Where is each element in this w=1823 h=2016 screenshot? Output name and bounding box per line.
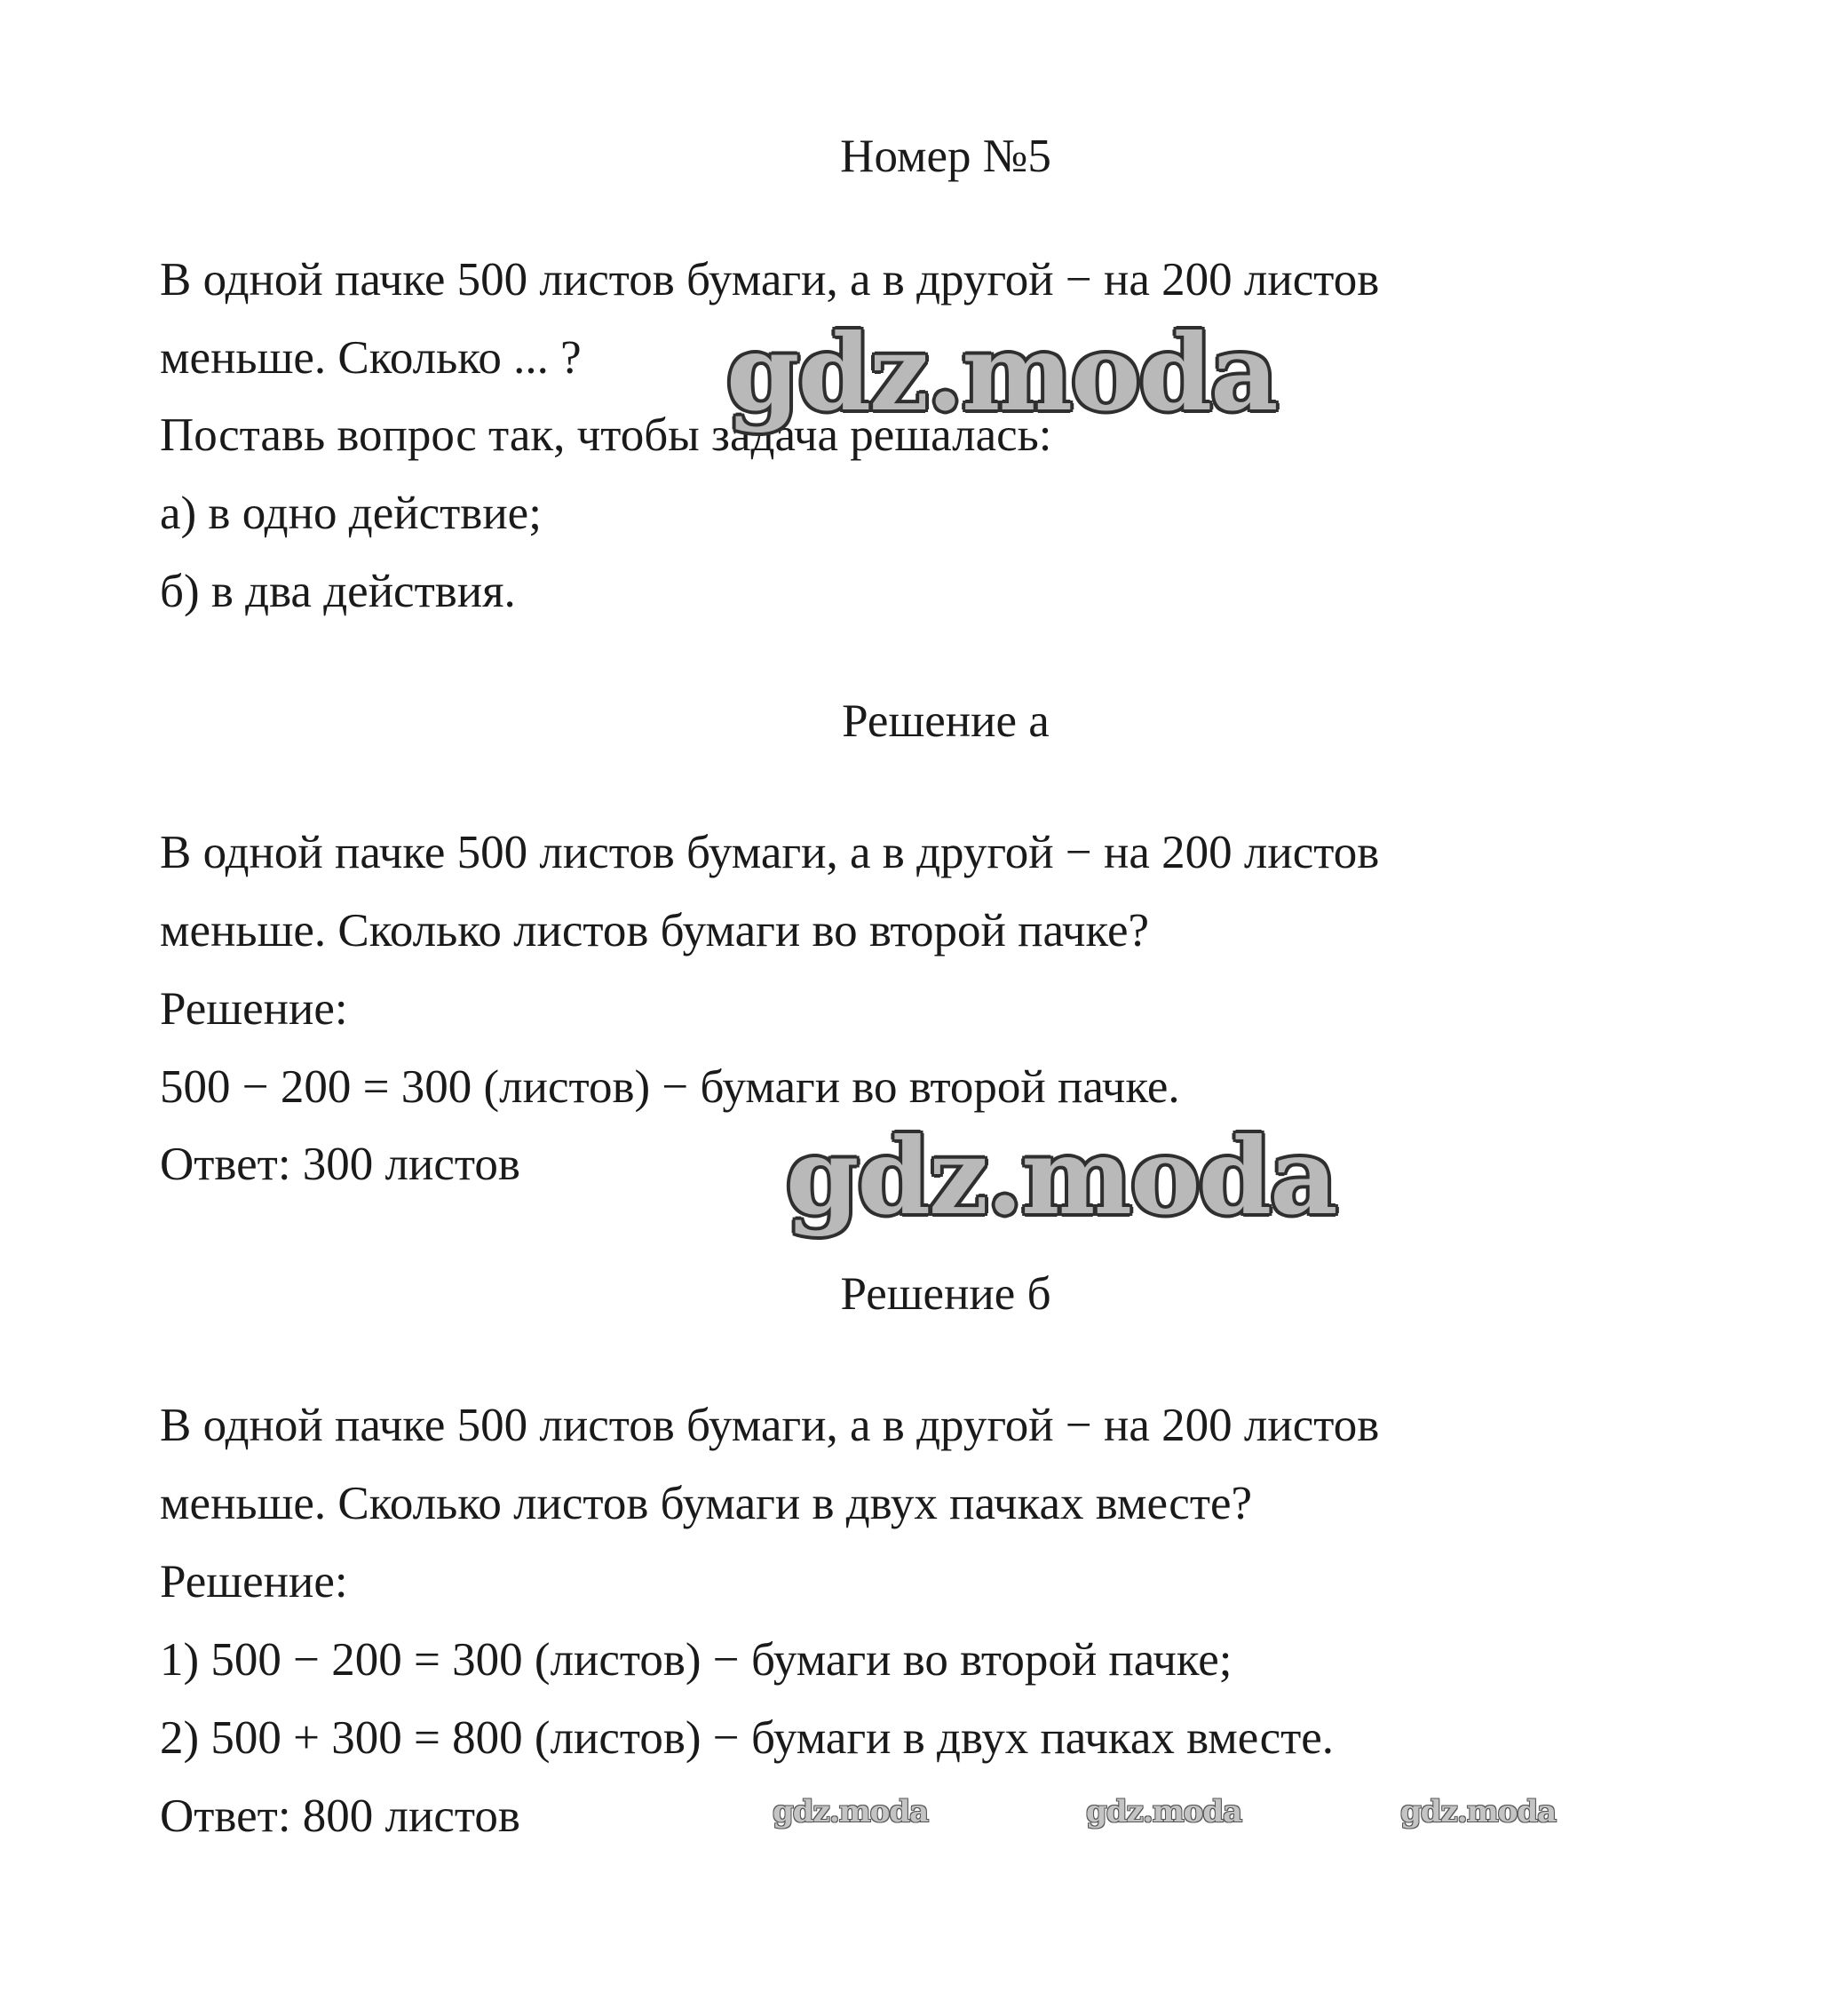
page-title: Номер №5 <box>840 131 1051 182</box>
problem-text-line-1: В одной пачке 500 листов бумаги, а в другой − на 200 листов <box>160 254 1380 306</box>
solution-b-answer: Ответ: 800 листов <box>160 1790 520 1842</box>
watermark-top: gdz.moda <box>726 311 1277 434</box>
problem-instruction: Поставь вопрос так, чтобы задача решалась: <box>160 409 1052 461</box>
solution-b-text-line-2: меньше. Сколько листов бумаги в двух пачках вместе? <box>160 1478 1253 1529</box>
solution-a-answer: Ответ: 300 листов <box>160 1139 520 1190</box>
solution-a-heading: Решение а <box>842 695 1050 747</box>
solution-b-label: Решение: <box>160 1556 348 1607</box>
solution-b-text-line-1: В одной пачке 500 листов бумаги, а в другой − на 200 листов <box>160 1400 1380 1451</box>
solution-a-step-1: 500 − 200 = 300 (листов) − бумаги во второй пачке. <box>160 1061 1180 1113</box>
watermark-bottom-2: gdz.moda <box>1086 1794 1242 1829</box>
solution-a-text-line-1: В одной пачке 500 листов бумаги, а в другой − на 200 листов <box>160 827 1380 878</box>
solution-a-label: Решение: <box>160 983 348 1035</box>
solution-b-heading: Решение б <box>840 1268 1051 1320</box>
watermark-bottom-1: gdz.moda <box>773 1794 929 1829</box>
solution-a-text-line-2: меньше. Сколько листов бумаги во второй пачке? <box>160 905 1150 956</box>
watermark-middle: gdz.moda <box>786 1115 1336 1238</box>
problem-option-b: б) в два действия. <box>160 566 516 617</box>
problem-text-line-2: меньше. Сколько ... ? <box>160 332 582 384</box>
problem-option-a: а) в одно действие; <box>160 488 542 539</box>
watermark-bottom-3: gdz.moda <box>1400 1794 1557 1829</box>
solution-b-step-2: 2) 500 + 300 = 800 (листов) − бумаги в двух пачках вместе. <box>160 1712 1335 1764</box>
solution-b-step-1: 1) 500 − 200 = 300 (листов) − бумаги во второй пачке; <box>160 1634 1233 1686</box>
